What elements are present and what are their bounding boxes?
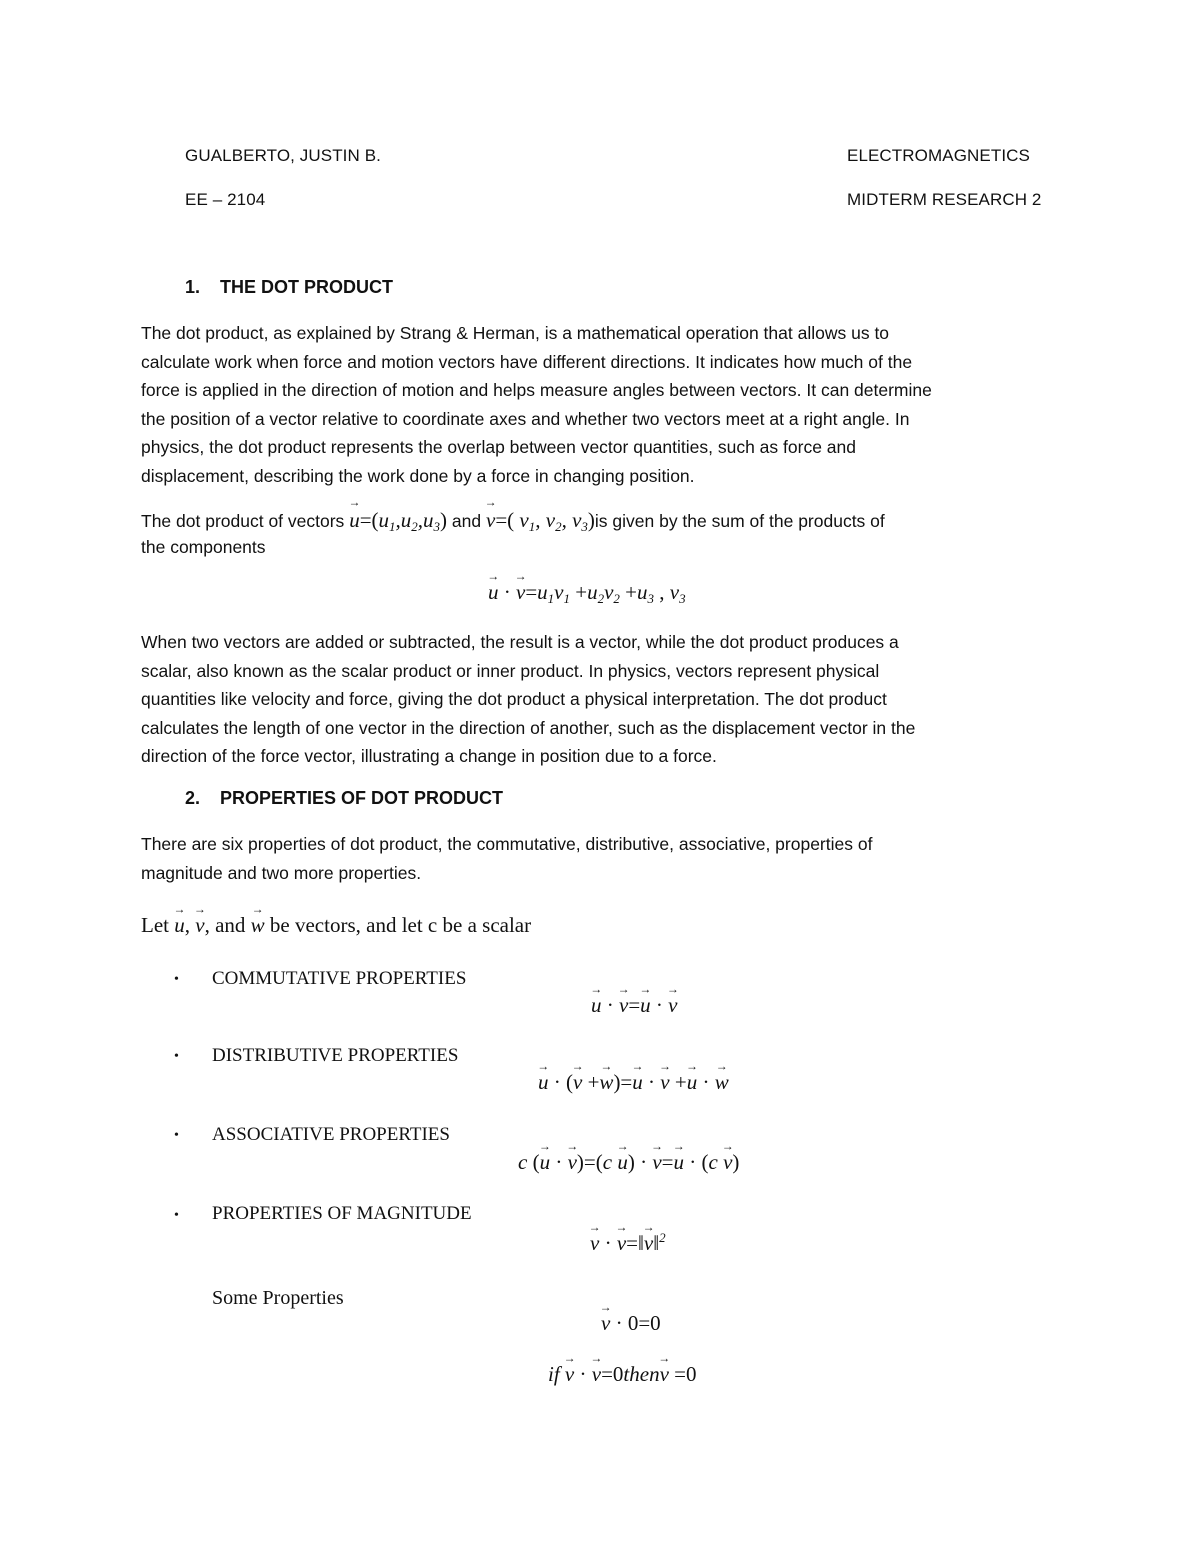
paragraph-line: quantities like velocity and force, giving the dot product a physical interpretation. The dot product — [141, 689, 887, 709]
distributive-label: DISTRIBUTIVE PROPERTIES — [212, 1045, 459, 1066]
let-suffix: be vectors, and let c be a scalar — [269, 913, 532, 937]
section-1-paragraph-1 — [141, 319, 1046, 490]
let-statement: Let → u, → v, and → w be vectors, and let c be a scalar — [141, 913, 531, 938]
bullet-icon: • — [174, 1208, 179, 1223]
zero-product-formula: → v · 0=0 — [601, 1311, 661, 1336]
paragraph-line: The dot product, as explained by Strang & Herman, is a mathematical operation that allows us to — [141, 323, 890, 343]
bullet-icon: • — [174, 1128, 179, 1143]
dot-product-formula: → u · → $v=u_1v_1 +u_2v_2 +u_3$ , $v_3$ — [488, 580, 686, 607]
paragraph-line: the position of a vector relative to coordinate axes and whether two vectors meet at a right angle. In — [141, 408, 910, 429]
associative-formula: c (→ u · → v)=(c → u) · → v=→ u · (c → v) — [518, 1150, 739, 1175]
section-2-intro — [141, 830, 1046, 887]
definition-line-2: the components — [141, 537, 266, 557]
associative-label: ASSOCIATIVE PROPERTIES — [212, 1124, 450, 1145]
paragraph-line: physics, the dot product represents the overlap between vector quantities, such as force and — [141, 437, 856, 457]
definition-intro: The dot product of vectors — [141, 511, 345, 531]
paragraph-line: calculates the length of one vector in the direction of another, such as the displacement vector in the — [141, 717, 916, 738]
section-2-number: 2. — [185, 788, 201, 808]
vector-v-definition: → v=( $v_1$, $v_2$, $v_3$) — [486, 508, 595, 532]
paragraph-line: When two vectors are added or subtracted, the result is a vector, while the dot product produces a — [141, 632, 899, 652]
commutative-label: COMMUTATIVE PROPERTIES — [212, 968, 467, 989]
section-1-paragraph-2 — [141, 628, 1046, 771]
magnitude-formula: → v · → v=‖→ v‖$^2$ — [590, 1230, 666, 1256]
paragraph-line: calculate work when force and motion vectors have different directions. It indicates how much of the — [141, 351, 913, 372]
paragraph-line: direction of the force vector, illustrating a change in position due to a force. — [141, 746, 717, 766]
bullet-icon: • — [174, 1049, 179, 1064]
section-1-heading: THE DOT PRODUCT — [220, 277, 393, 297]
let-prefix: Let — [141, 913, 169, 937]
definition-tail: is given by the sum of the products of — [594, 511, 885, 531]
zero-vector-formula: if → v · → v=0then→ v =0 — [548, 1362, 697, 1387]
definition-line — [141, 506, 885, 541]
paragraph-line: scalar, also known as the scalar product or inner product. In physics, vectors represent physical — [141, 660, 880, 681]
paragraph-line: force is applied in the direction of motion and helps measure angles between vectors. It can determine — [141, 380, 932, 400]
document-title: MIDTERM RESEARCH 2 — [847, 190, 1042, 209]
vector-u-definition: → $u=(u_1,u_2,u_3)$ — [349, 508, 447, 532]
course-name: ELECTROMAGNETICS — [847, 146, 1030, 165]
student-name: GUALBERTO, JUSTIN B. — [185, 146, 381, 165]
distributive-formula: → u · (→ v +→ w)=→ u · → v +→ u · → w — [538, 1070, 729, 1095]
bullet-icon: • — [174, 972, 179, 987]
paragraph-line: magnitude and two more properties. — [141, 862, 422, 883]
some-properties-label: Some Properties — [212, 1287, 344, 1309]
let-and: and — [215, 913, 246, 937]
paragraph-line: There are six properties of dot product, the commutative, distributive, associative, properties of — [141, 834, 873, 854]
commutative-formula: → u · → v=→ u · → v — [591, 993, 678, 1018]
section-1-number: 1. — [185, 277, 201, 297]
section-code: EE – 2104 — [185, 190, 266, 209]
section-2-heading: PROPERTIES OF DOT PRODUCT — [220, 788, 504, 808]
definition-and: and — [451, 511, 482, 531]
magnitude-label: PROPERTIES OF MAGNITUDE — [212, 1203, 472, 1224]
paragraph-line: displacement, describing the work done by a force in changing position. — [141, 465, 695, 486]
